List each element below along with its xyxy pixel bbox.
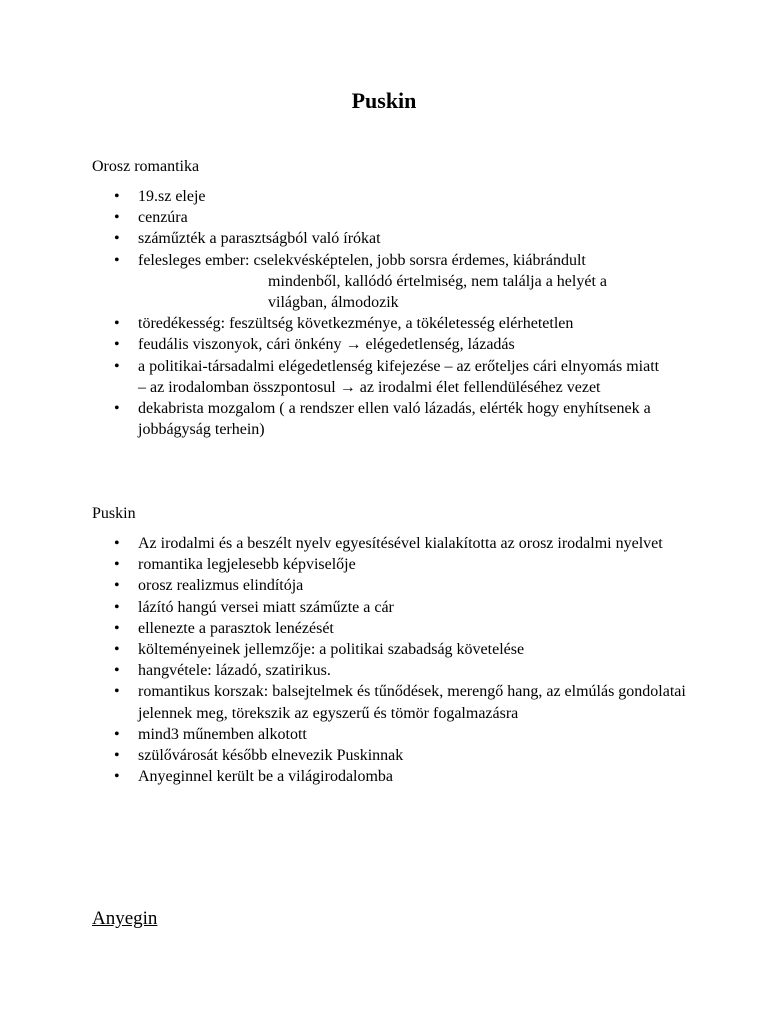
- list-item: • a politikai-társadalmi elégedetlenség kifejezése – az erőteljes cári elnyomás miatt – az irodalomban összpontosul → az irodalmi élet fellendüléséhez vezet: [92, 356, 662, 398]
- list-item: • 19.sz eleje: [92, 186, 662, 207]
- list-item-continuation: világban, álmodozik: [268, 294, 399, 312]
- section-label-puskin: Puskin: [92, 505, 136, 522]
- list-item: • romantikus korszak: balsejtelmek és tűnődések, merengő hang, az elmúlás gondolatai jelennek meg, törekszik az egyszerű és tömör fogalmazásra: [92, 681, 692, 723]
- section-heading-anyegin: Anyegin: [92, 908, 158, 929]
- list-item: • cenzúra: [92, 207, 662, 228]
- page-title: Puskin: [351, 88, 417, 113]
- list-item: • feudális viszonyok, cári önkény → elégedetlenség, lázadás: [92, 334, 662, 355]
- list-item: • Az irodalmi és a beszélt nyelv egyesítésével kialakította az orosz irodalmi nyelvet: [92, 533, 692, 554]
- list-item: • Anyeginnel került be a világirodalomba: [92, 766, 692, 787]
- list-item: • száműzték a parasztságból való írókat: [92, 228, 662, 249]
- list-item-continuation: mindenből, kallódó értelmiség, nem találja a helyét a: [268, 272, 607, 290]
- list-item: • lázító hangú versei miatt száműzte a cár: [92, 597, 692, 618]
- bullet-list-orosz-romantika: [92, 186, 662, 440]
- list-item: • felesleges ember: cselekvésképtelen, jobb sorsra érdemes, kiábrándult mindenből, kallódó értelmiség, nem találja a helyét a világban, álmodozik: [92, 250, 662, 314]
- list-item: • hangvétele: lázadó, szatirikus.: [92, 660, 692, 681]
- list-item: • romantika legjelesebb képviselője: [92, 554, 692, 575]
- list-item: • költeményeinek jellemzője: a politikai szabadság követelése: [92, 639, 692, 660]
- list-item: • szülővárosát később elnevezik Puskinnak: [92, 745, 692, 766]
- list-item: • dekabrista mozgalom ( a rendszer ellen való lázadás, elérték hogy enyhítsenek a jobbágyság terhein): [92, 398, 662, 440]
- list-item: • orosz realizmus elindítója: [92, 575, 692, 596]
- list-item: • ellenezte a parasztok lenézését: [92, 618, 692, 639]
- list-item: • mind3 műnemben alkotott: [92, 724, 692, 745]
- bullet-list-puskin: [92, 533, 692, 787]
- list-item: • töredékesség: feszültség következménye, a tökéletesség elérhetetlen: [92, 313, 662, 334]
- section-label-orosz-romantika: Orosz romantika: [92, 158, 200, 175]
